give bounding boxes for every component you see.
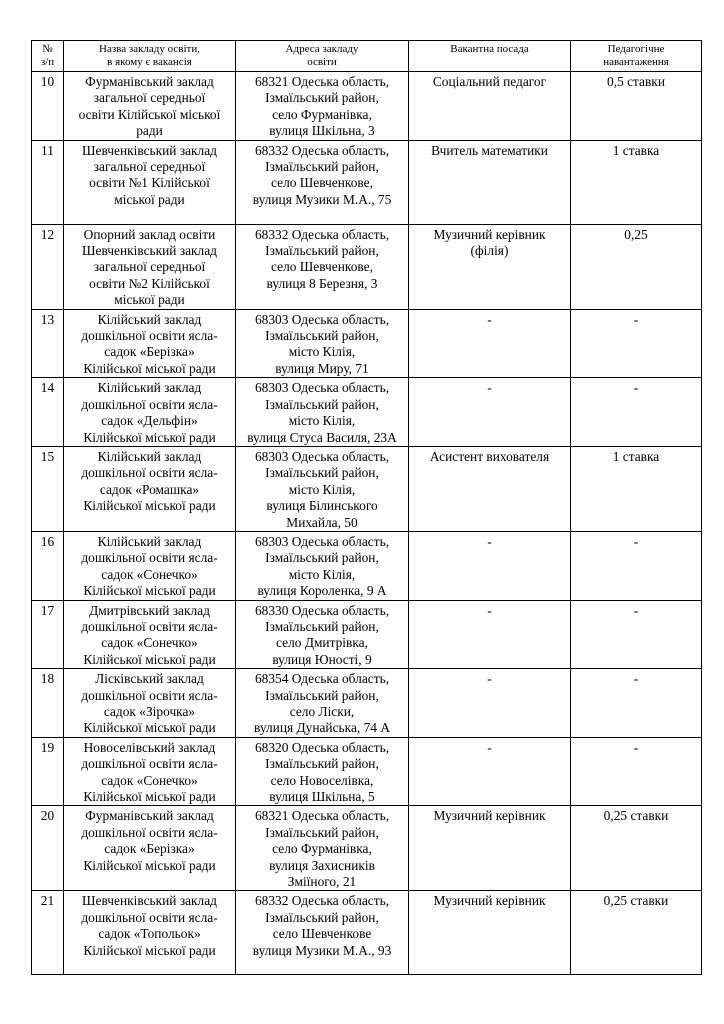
institution-name: Опорний заклад освіти Шевченківський заклад загальної середньої освіти №2 Кілійської міської ради xyxy=(64,224,236,309)
teaching-load: 0,25 ставки xyxy=(571,806,702,891)
institution-address: 68321 Одеська область, Ізмаїльський район, село Фурманівка, вулиця Шкільна, 3 xyxy=(236,72,409,141)
teaching-load: - xyxy=(571,737,702,806)
table-row xyxy=(32,224,702,309)
vacant-position: Асистент вихователя xyxy=(409,446,571,531)
row-number: 17 xyxy=(32,600,64,669)
row-number: 21 xyxy=(32,891,64,975)
table-row xyxy=(32,600,702,669)
row-number: 20 xyxy=(32,806,64,891)
institution-name: Новоселівський заклад дошкільної освіти ясла- садок «Сонечко» Кілійської міської ради xyxy=(64,737,236,806)
institution-address: 68330 Одеська область, Ізмаїльський район, село Дмитрівка, вулиця Юності, 9 xyxy=(236,600,409,669)
table-row xyxy=(32,737,702,806)
header-teaching-load: Педагогічне навантаження xyxy=(571,41,702,72)
teaching-load: - xyxy=(571,309,702,378)
institution-name: Кілійський заклад дошкільної освіти ясла- садок «Ромашка» Кілійської міської ради xyxy=(64,446,236,531)
institution-name: Кілійський заклад дошкільної освіти ясла- садок «Берізка» Кілійської міської ради xyxy=(64,309,236,378)
row-number: 11 xyxy=(32,140,64,224)
institution-name: Фурманівський заклад загальної середньої освіти Кілійської міської ради xyxy=(64,72,236,141)
vacant-position: - xyxy=(409,669,571,738)
row-number: 18 xyxy=(32,669,64,738)
vacant-position: Вчитель математики xyxy=(409,140,571,224)
vacant-position: - xyxy=(409,378,571,447)
institution-address: 68332 Одеська область, Ізмаїльський район, село Шевченкове, вулиця 8 Березня, 3 xyxy=(236,224,409,309)
teaching-load: - xyxy=(571,531,702,600)
vacant-position: Музичний керівник xyxy=(409,891,571,975)
institution-address: 68320 Одеська область, Ізмаїльський район, село Новоселівка, вулиця Шкільна, 5 xyxy=(236,737,409,806)
table-row xyxy=(32,378,702,447)
teaching-load: 1 ставка xyxy=(571,140,702,224)
table-row xyxy=(32,531,702,600)
vacancies-table xyxy=(31,40,702,975)
row-number: 10 xyxy=(32,72,64,141)
teaching-load: 0,5 ставки xyxy=(571,72,702,141)
teaching-load: 0,25 ставки xyxy=(571,891,702,975)
header-address: Адреса закладу освіти xyxy=(236,41,409,72)
vacant-position: Соціальний педагог xyxy=(409,72,571,141)
institution-address: 68332 Одеська область, Ізмаїльський район, село Шевченкове, вулиця Музики М.А., 75 xyxy=(236,140,409,224)
institution-address: 68321 Одеська область, Ізмаїльський район, село Фурманівка, вулиця Захисників Зміїного, 21 xyxy=(236,806,409,891)
vacant-position: Музичний керівник (філія) xyxy=(409,224,571,309)
institution-address: 68303 Одеська область, Ізмаїльський район, місто Кілія, вулиця Стуса Василя, 23А xyxy=(236,378,409,447)
institution-address: 68303 Одеська область, Ізмаїльський район, місто Кілія, вулиця Миру, 71 xyxy=(236,309,409,378)
table-row xyxy=(32,309,702,378)
table-row xyxy=(32,806,702,891)
row-number: 14 xyxy=(32,378,64,447)
header-number: № з/п xyxy=(32,41,64,72)
table-row xyxy=(32,669,702,738)
vacant-position: Музичний керівник xyxy=(409,806,571,891)
institution-address: 68332 Одеська область, Ізмаїльський район, село Шевченкове вулиця Музики М.А., 93 xyxy=(236,891,409,975)
institution-name: Дмитрівський заклад дошкільної освіти ясла- садок «Сонечко» Кілійської міської ради xyxy=(64,600,236,669)
row-number: 13 xyxy=(32,309,64,378)
table-row xyxy=(32,891,702,975)
institution-address: 68303 Одеська область, Ізмаїльський район, місто Кілія, вулиця Короленка, 9 А xyxy=(236,531,409,600)
header-row xyxy=(32,41,702,72)
teaching-load: - xyxy=(571,669,702,738)
teaching-load: 0,25 xyxy=(571,224,702,309)
institution-name: Шевченківський заклад дошкільної освіти ясла- садок «Топольок» Кілійської міської ради xyxy=(64,891,236,975)
institution-address: 68354 Одеська область, Ізмаїльський район, село Ліски, вулиця Дунайська, 74 А xyxy=(236,669,409,738)
institution-name: Шевченківський заклад загальної середньої освіти №1 Кілійської міської ради xyxy=(64,140,236,224)
vacant-position: - xyxy=(409,309,571,378)
institution-name: Кілійський заклад дошкільної освіти ясла- садок «Сонечко» Кілійської міської ради xyxy=(64,531,236,600)
table-row xyxy=(32,446,702,531)
teaching-load: - xyxy=(571,378,702,447)
row-number: 15 xyxy=(32,446,64,531)
row-number: 12 xyxy=(32,224,64,309)
table-row xyxy=(32,140,702,224)
teaching-load: 1 ставка xyxy=(571,446,702,531)
teaching-load: - xyxy=(571,600,702,669)
institution-name: Кілійський заклад дошкільної освіти ясла- садок «Дельфін» Кілійської міської ради xyxy=(64,378,236,447)
vacant-position: - xyxy=(409,600,571,669)
row-number: 19 xyxy=(32,737,64,806)
row-number: 16 xyxy=(32,531,64,600)
vacant-position: - xyxy=(409,737,571,806)
table-row xyxy=(32,72,702,141)
header-institution-name: Назва закладу освіти, в якому є вакансія xyxy=(64,41,236,72)
institution-name: Фурманівський заклад дошкільної освіти ясла- садок «Берізка» Кілійської міської ради xyxy=(64,806,236,891)
vacant-position: - xyxy=(409,531,571,600)
institution-address: 68303 Одеська область, Ізмаїльський район, місто Кілія, вулиця Білинського Михайла, 50 xyxy=(236,446,409,531)
institution-name: Лісківський заклад дошкільної освіти ясла- садок «Зірочка» Кілійської міської ради xyxy=(64,669,236,738)
header-vacant-position: Вакантна посада xyxy=(409,41,571,72)
